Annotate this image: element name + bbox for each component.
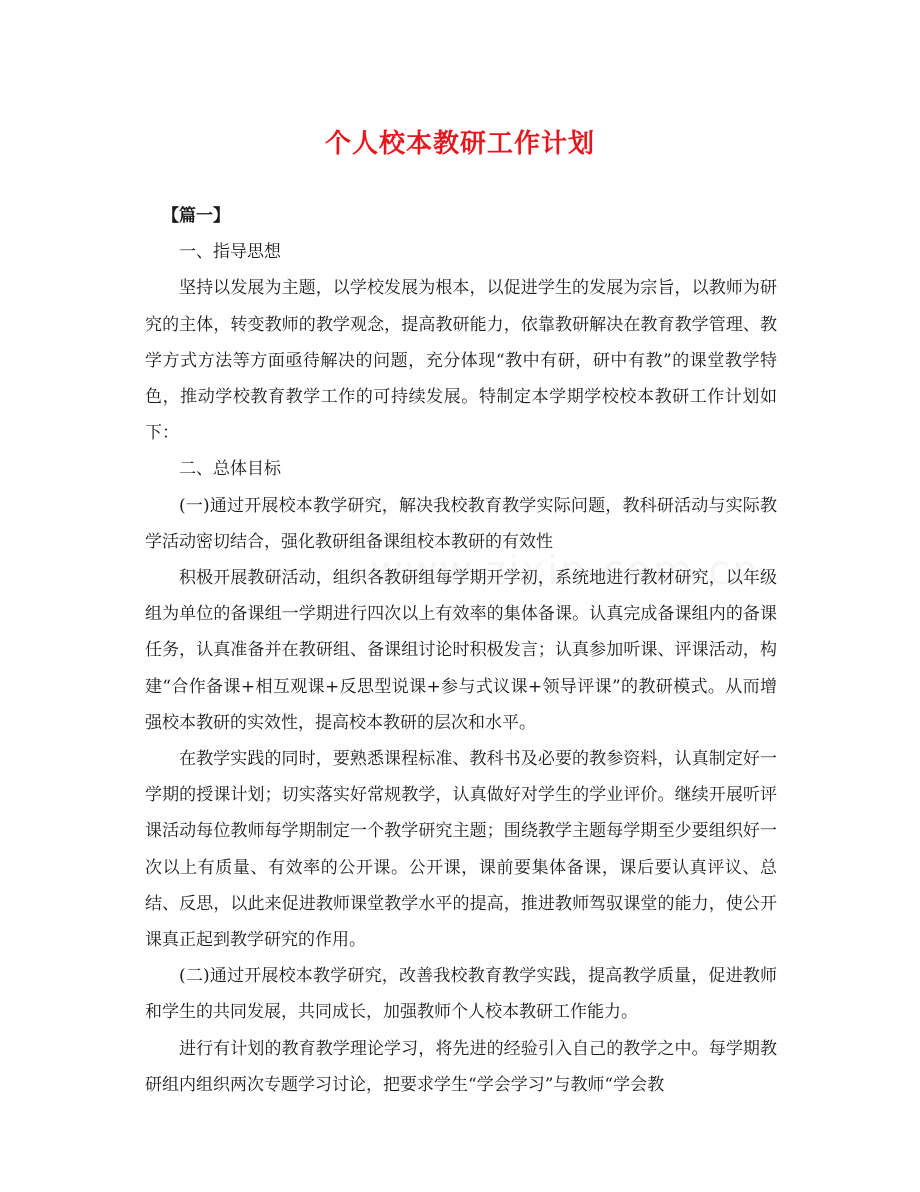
document-body bbox=[145, 198, 777, 1103]
document-title: 个人校本教研工作计划 bbox=[324, 129, 595, 159]
body-paragraph: (二)通过开展校本教学研究，改善我校教育教学实践，提高教学质量，促进教师和学生的共同发展，共同成长，加强教师个人校本教研工作能力。 bbox=[145, 966, 777, 1023]
body-paragraph: 坚持以发展为主题，以学校发展为根本，以促进学生的发展为宗旨，以教师为研究的主体，转变教师的教学观念，提高教研能力，依靠教研解决在教育教学管理、教学方式方法等方面亟待解决的问题，充分体现“教中有研，研中有教”的课堂教学特色，推动学校教育教学工作的可持续发展。特制定本学期学校校本教研工作计划如下： bbox=[145, 278, 777, 444]
body-paragraph: 进行有计划的教育教学理论学习，将先进的经验引入自己的教学之中。每学期教研组内组织两次专题学习讨论，把要求学生“学会学习”与教师“学会教 bbox=[145, 1038, 777, 1095]
body-paragraph: 积极开展教研活动，组织各教研组每学期开学初，系统地进行教材研究，以年级组为单位的备课组一学期进行四次以上有效率的集体备课。认真完成备课组内的备课任务，认真准备并在教研组、备课组讨论时积极发言；认真参加听课、评课活动，构建“合作备课+相互观课+反思型说课+参与式议课+领导评课”的教研模式。从而增强校本教研的实效性，提高校本教研的层次和水平。 bbox=[145, 568, 777, 733]
section-heading-guiding-thought: 一、指导思想 bbox=[179, 242, 281, 263]
section-heading-overall-goals: 二、总体目标 bbox=[179, 459, 281, 480]
part-label: 【篇一】 bbox=[162, 206, 230, 226]
body-paragraph: (一)通过开展校本教学研究，解决我校教育教学实际问题，教科研活动与实际教学活动密切结合，强化教研组备课组校本教研的有效性 bbox=[145, 495, 777, 552]
body-paragraph: 在教学实践的同时，要熟悉课程标准、教科书及必要的教参资料，认真制定好一学期的授课计划；切实落实好常规教学，认真做好对学生的学业评价。继续开展听评课活动每位教师每学期制定一个教学研究主题；围绕教学主题每学期至少要组织好一次以上有质量、有效率的公开课。公开课，课前要集体备课，课后要认真评议、总结、反思，以此来促进教师课堂教学水平的提高，推进教师驾驭课堂的能力，使公开课真正起到教学研究的作用。 bbox=[145, 749, 777, 951]
